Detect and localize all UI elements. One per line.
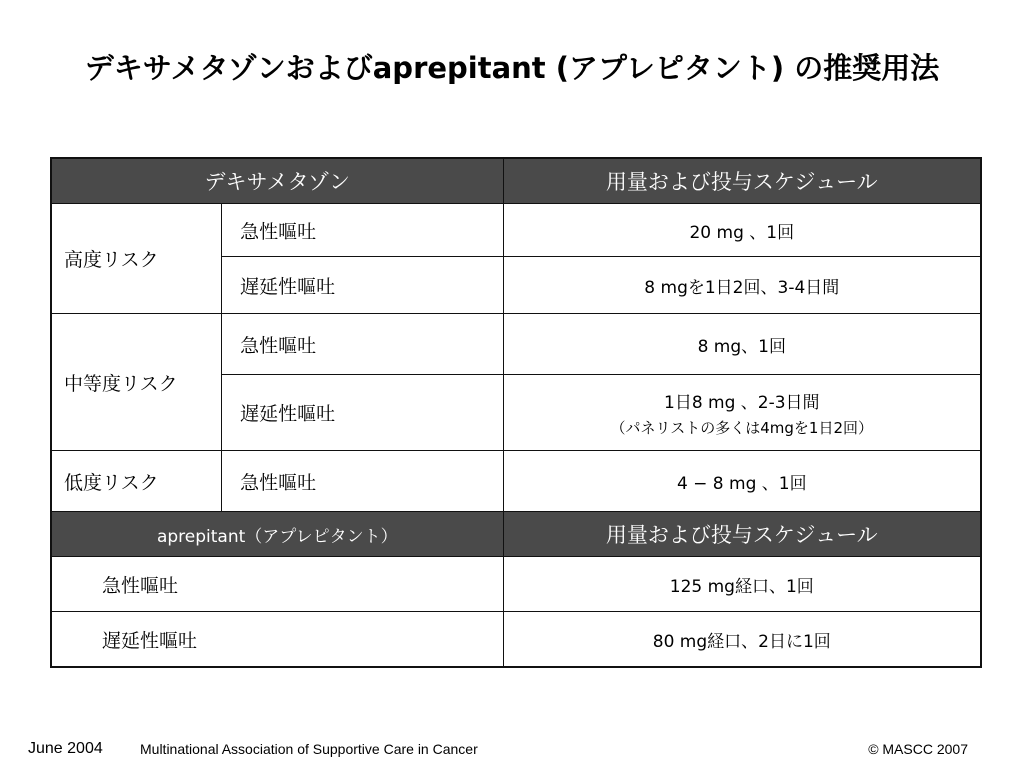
moderate-risk-label: 中等度リスク xyxy=(51,314,222,451)
slide-title: デキサメタゾンおよびaprepitant (アプレピタント) の推奨用法 xyxy=(84,51,940,85)
dexamethasone-header: デキサメタゾン xyxy=(51,158,503,204)
table-row xyxy=(51,314,981,375)
high-acute-dose: 20 mg 、1回 xyxy=(503,204,981,257)
footer-copyright: © MASCC 2007 xyxy=(868,741,968,757)
moderate-delayed-label: 遅延性嘔吐 xyxy=(222,375,503,451)
high-delayed-dose: 8 mgを1日2回、3-4日間 xyxy=(503,257,981,314)
apr-acute-label: 急性嘔吐 xyxy=(51,557,503,612)
moderate-delayed-dose: 1日8 mg 、2-3日間 xyxy=(664,392,820,413)
table-row xyxy=(51,204,981,257)
high-delayed-label: 遅延性嘔吐 xyxy=(222,257,503,314)
table-row xyxy=(51,557,981,612)
footer-organization: Multinational Association of Supportive Care in Cancer xyxy=(140,741,478,757)
table-row xyxy=(51,612,981,668)
low-acute-dose: 4 − 8 mg 、1回 xyxy=(503,451,981,512)
moderate-acute-dose: 8 mg、1回 xyxy=(503,314,981,375)
aprepitant-header: aprepitant（アプレピタント） xyxy=(51,512,503,557)
low-risk-label: 低度リスク xyxy=(51,451,222,512)
high-risk-label: 高度リスク xyxy=(51,204,222,314)
dex-schedule-header: 用量および投与スケジュール xyxy=(503,158,981,204)
apr-schedule-header: 用量および投与スケジュール xyxy=(503,512,981,557)
dexamethasone-header-row xyxy=(51,158,981,204)
table-row xyxy=(51,451,981,512)
aprepitant-header-row xyxy=(51,512,981,557)
apr-delayed-dose: 80 mg経口、2日に1回 xyxy=(503,612,981,668)
high-acute-label: 急性嘔吐 xyxy=(222,204,503,257)
moderate-delayed-note: （パネリストの多くは4mgを1日2回） xyxy=(610,418,874,437)
moderate-delayed-cell xyxy=(503,375,981,451)
apr-delayed-label: 遅延性嘔吐 xyxy=(51,612,503,668)
apr-acute-dose: 125 mg経口、1回 xyxy=(503,557,981,612)
moderate-acute-label: 急性嘔吐 xyxy=(222,314,503,375)
low-acute-label: 急性嘔吐 xyxy=(222,451,503,512)
dosing-table xyxy=(50,157,982,668)
footer-date: June 2004 xyxy=(28,740,103,757)
